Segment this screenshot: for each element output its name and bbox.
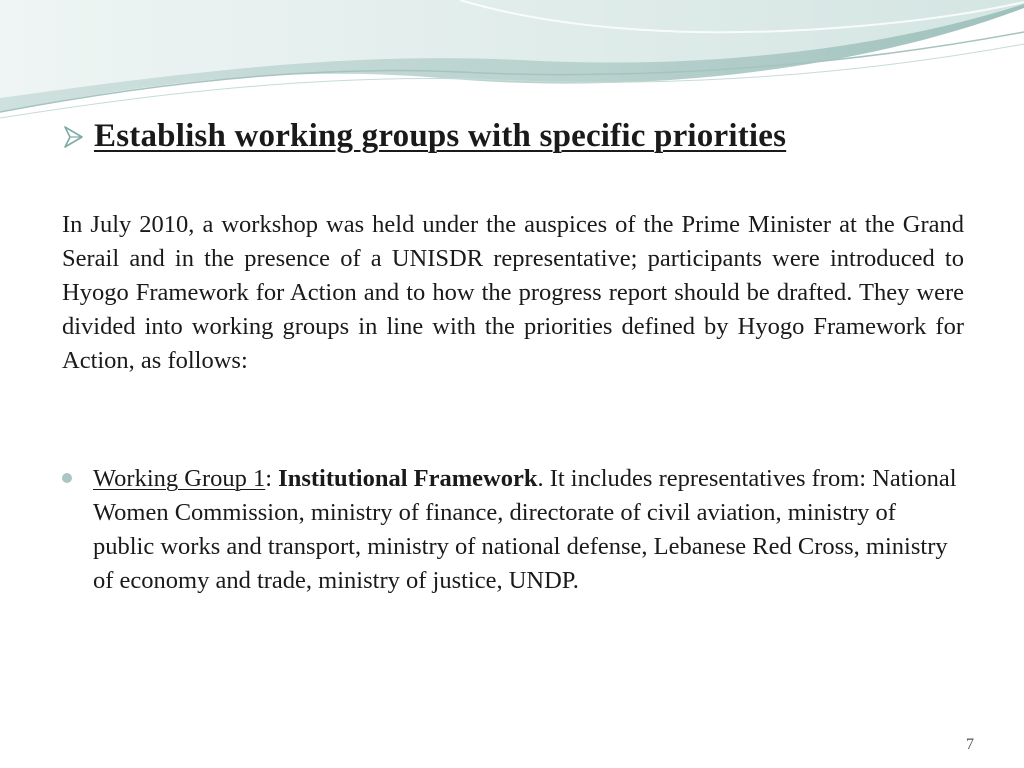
working-group-label: Working Group 1	[93, 465, 266, 492]
header-swoosh-decoration	[0, 0, 1024, 120]
bullet-separator: :	[265, 465, 279, 492]
bullet-text	[93, 462, 963, 598]
heading-row	[62, 118, 962, 155]
arrow-right-icon	[62, 124, 86, 150]
dot-icon	[62, 473, 72, 483]
working-group-title: Institutional Framework	[278, 465, 538, 492]
page-number: 7	[966, 736, 974, 753]
working-group-description: . It includes representatives from: National Women Commission, ministry of finance, directorate of civil aviation, ministry of public works and transport, ministry of national defense, Lebanese Red Cross, ministry of economy and trade, ministry of justice, UNDP.	[93, 465, 957, 594]
intro-paragraph: In July 2010, a workshop was held under the auspices of the Prime Minister at the Grand Serail and in the presence of a UNISDR representative; participants were introduced to Hyogo Framework for Action and to how the progress report should be drafted. They were divided into working groups in line with the priorities defined by Hyogo Framework for Action, as follows:	[62, 211, 964, 374]
slide-heading: Establish working groups with specific priorities	[94, 118, 787, 154]
